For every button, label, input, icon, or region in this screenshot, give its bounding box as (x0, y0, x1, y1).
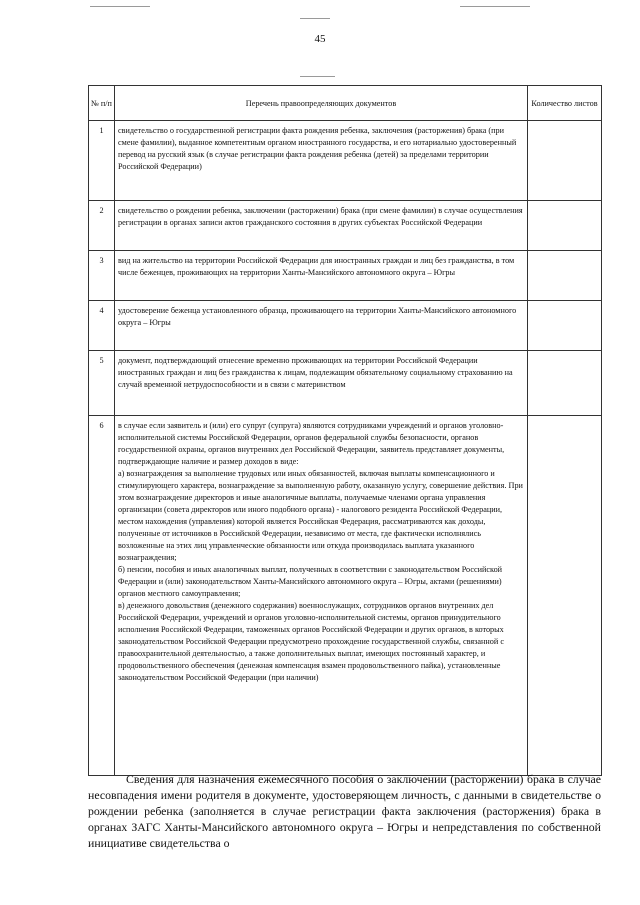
row-quantity (528, 201, 602, 251)
scan-artifact (90, 6, 150, 7)
header-quantity: Количество листов (528, 86, 602, 121)
row-description: документ, подтверждающий отнесение временно проживающих на территории Российской Федерации иностранных граждан и лиц без гражданства к лицам, подлежащим обязательному социальному страхованию на случай временной нетрудоспособности и в связи с материнством (115, 351, 528, 416)
row-description: свидетельство о рождении ребенка, заключении (расторжении) брака (при смене фамилии) в случае осуществления регистрации в органах записи актов гражданского состояния в других субъектах Российской Федерации (115, 201, 528, 251)
income-item-a: а) вознаграждения за выполнение трудовых или иных обязанностей, включая выплаты компенсационного и стимулирующего характера, вознаграждение за выполненную работу, оказанную услугу, совершение действия. При этом вознаграждение директоров и иные аналогичные выплаты, получаемые членами органа управления организации (совета директоров или иного подобного органа) - налогового резидента Российской Федерации, местом нахождения (управления) которой является Российская Федерация, рассматриваются как доходы, полученные от источников в Российской Федерации, независимо от места, где фактически исполнялись возложенные на этих лиц управленческие обязанности или откуда производилась выплата указанного вознаграждения; (118, 469, 523, 562)
row-quantity (528, 251, 602, 301)
row-description: удостоверение беженца установленного образца, проживающего на территории Ханты-Мансийского автономного округа – Югры (115, 301, 528, 351)
row-description (115, 416, 528, 776)
row-quantity (528, 416, 602, 776)
scan-artifact (300, 76, 335, 77)
income-intro: в случае если заявитель и (или) его супруг (супруга) являются сотрудниками учреждений и органов уголовно-исполнительной системы Российской Федерации, органов федеральной службы безопасности, органов государственной охраны, органов внутренних дел Российской Федерации, заявитель представляет документы, подтверждающие наличие и размер доходов в виде: (118, 421, 505, 466)
table-row (89, 301, 602, 351)
row-number: 1 (89, 121, 115, 201)
row-quantity (528, 351, 602, 416)
body-paragraph: Сведения для назначения ежемесячного пособия о заключении (расторжении) брака в случае несовпадения имени родителя в документе, удостоверяющем личность, с данными в свидетельстве о рождении ребенка (заполняется в случае регистрации факта заключения (расторжения) брака в органах ЗАГС Ханты-Мансийского автономного округа – Югры и непредставления по собственной инициативе свидетельства о (88, 772, 601, 850)
row-quantity (528, 301, 602, 351)
row-number: 6 (89, 416, 115, 776)
table-row (89, 121, 602, 201)
documents-table (88, 85, 602, 776)
header-number: № п/п (89, 86, 115, 121)
table-row (89, 351, 602, 416)
row-number: 5 (89, 351, 115, 416)
income-item-c: в) денежного довольствия (денежного содержания) военнослужащих, сотрудников органов внутренних дел Российской Федерации, учреждений и органов уголовно-исполнительной системы, органов принудительного исполнения Российской Федерации, таможенных органов Российской Федерации и других органов, в которых законодательством Российской Федерации предусмотрено прохождение государственной службы, связанной с правоохранительной деятельностью, а также дополнительных выплат, имеющих постоянный характер, и продовольственного обеспечения (денежная компенсация взамен продовольственного пайка), установленные законодательством Российской Федерации (при наличии) (118, 601, 504, 682)
table-row (89, 416, 602, 776)
table-row (89, 251, 602, 301)
header-documents: Перечень правоопределяющих документов (115, 86, 528, 121)
income-item-b: б) пенсии, пособия и иных аналогичных выплат, полученных в соответствии с законодательством Российской Федерации и (или) законодательством Ханты-Мансийского автономного округа – Югры, актами (решениями) органов местного самоуправления; (118, 565, 503, 598)
row-description: свидетельство о государственной регистрации факта рождения ребенка, заключения (расторжения) брака (при смене фамилии), выданное компетентным органом иностранного государства, и его нотариально удостоверенный перевод на русский язык (в случае регистрации факта рождения ребенка (детей) за пределами территории Российской Федерации) (115, 121, 528, 201)
scan-artifact (460, 6, 530, 7)
row-number: 3 (89, 251, 115, 301)
row-description: вид на жительство на территории Российской Федерации для иностранных граждан и лиц без гражданства, в том числе беженцев, проживающих на территории Ханты-Мансийского автономного округа – Югры (115, 251, 528, 301)
table-header-row (89, 86, 602, 121)
row-quantity (528, 121, 602, 201)
page-number: 45 (314, 33, 326, 45)
row-number: 4 (89, 301, 115, 351)
table-row (89, 201, 602, 251)
scan-artifact (300, 18, 330, 19)
row-number: 2 (89, 201, 115, 251)
